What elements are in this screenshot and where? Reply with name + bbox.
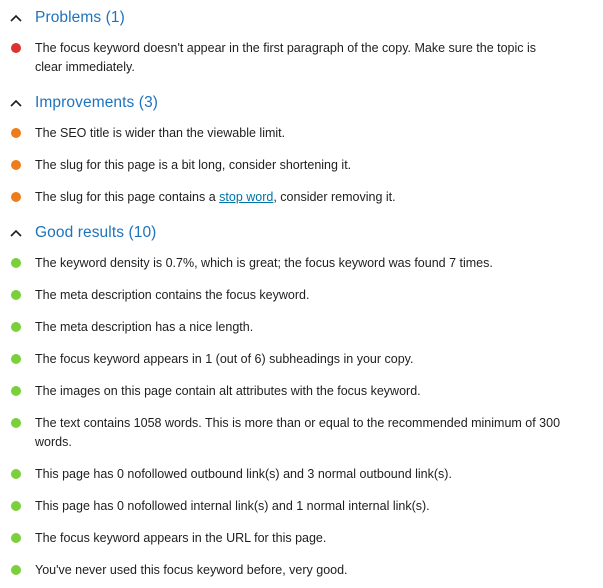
list-item <box>0 151 603 183</box>
improvements-section <box>0 91 603 215</box>
stop-word-link[interactable]: stop word <box>219 190 274 204</box>
list-item <box>0 524 603 556</box>
list-item <box>0 249 603 281</box>
improvements-list <box>0 119 603 215</box>
list-item <box>0 377 603 409</box>
list-item <box>0 409 603 460</box>
result-text: The SEO title is wider than the viewable limit. <box>35 126 286 140</box>
good-bullet-icon <box>11 290 21 300</box>
improvements-section-toggle[interactable] <box>0 91 603 115</box>
result-text <box>35 188 603 207</box>
good-bullet-icon <box>11 565 21 575</box>
good-bullet-icon <box>11 386 21 396</box>
problems-section <box>0 6 603 85</box>
good-bullet-icon <box>11 469 21 479</box>
result-text: The focus keyword appears in the URL for this page. <box>35 531 327 545</box>
improvements-heading: Improvements (3) <box>35 94 159 111</box>
result-text: The text contains 1058 words. This is more than or equal to the recommended minimum of 300 words. <box>35 416 561 449</box>
problem-bullet-icon <box>11 43 21 53</box>
good-results-heading: Good results (10) <box>35 224 157 241</box>
result-text: The meta description contains the focus keyword. <box>35 288 310 302</box>
good-results-list <box>0 249 603 588</box>
result-text-pre: The slug for this page contains a <box>35 190 220 204</box>
improvement-bullet-icon <box>11 160 21 170</box>
list-item <box>0 183 603 215</box>
problems-section-toggle[interactable] <box>0 6 603 30</box>
good-bullet-icon <box>11 354 21 364</box>
result-text-post: , consider removing it. <box>273 190 396 204</box>
result-text: The focus keyword doesn't appear in the first paragraph of the copy. Make sure the topic is clear immediately. <box>35 41 537 74</box>
list-item <box>0 313 603 345</box>
result-text: You've never used this focus keyword before, very good. <box>35 563 348 577</box>
chevron-up-icon[interactable] <box>4 6 28 30</box>
good-bullet-icon <box>11 258 21 268</box>
list-item <box>0 492 603 524</box>
good-results-section-toggle[interactable] <box>0 221 603 245</box>
result-text: The images on this page contain alt attributes with the focus keyword. <box>35 384 421 398</box>
good-bullet-icon <box>11 418 21 428</box>
list-item <box>0 34 603 85</box>
good-bullet-icon <box>11 533 21 543</box>
improvement-bullet-icon <box>11 128 21 138</box>
list-item <box>0 556 603 588</box>
result-text: This page has 0 nofollowed internal link(s) and 1 normal internal link(s). <box>35 499 430 513</box>
good-results-section <box>0 221 603 588</box>
result-text: The meta description has a nice length. <box>35 320 254 334</box>
list-item <box>0 345 603 377</box>
good-bullet-icon <box>11 322 21 332</box>
list-item <box>0 119 603 151</box>
problems-list <box>0 34 603 85</box>
list-item <box>0 460 603 492</box>
improvement-bullet-icon <box>11 192 21 202</box>
result-text: This page has 0 nofollowed outbound link(s) and 3 normal outbound link(s). <box>35 467 452 481</box>
good-bullet-icon <box>11 501 21 511</box>
chevron-up-icon[interactable] <box>4 221 28 245</box>
result-text: The keyword density is 0.7%, which is great; the focus keyword was found 7 times. <box>35 256 493 270</box>
list-item <box>0 281 603 313</box>
result-text: The slug for this page is a bit long, consider shortening it. <box>35 158 352 172</box>
problems-heading: Problems (1) <box>35 9 125 26</box>
result-text: The focus keyword appears in 1 (out of 6) subheadings in your copy. <box>35 352 414 366</box>
chevron-up-icon[interactable] <box>4 91 28 115</box>
